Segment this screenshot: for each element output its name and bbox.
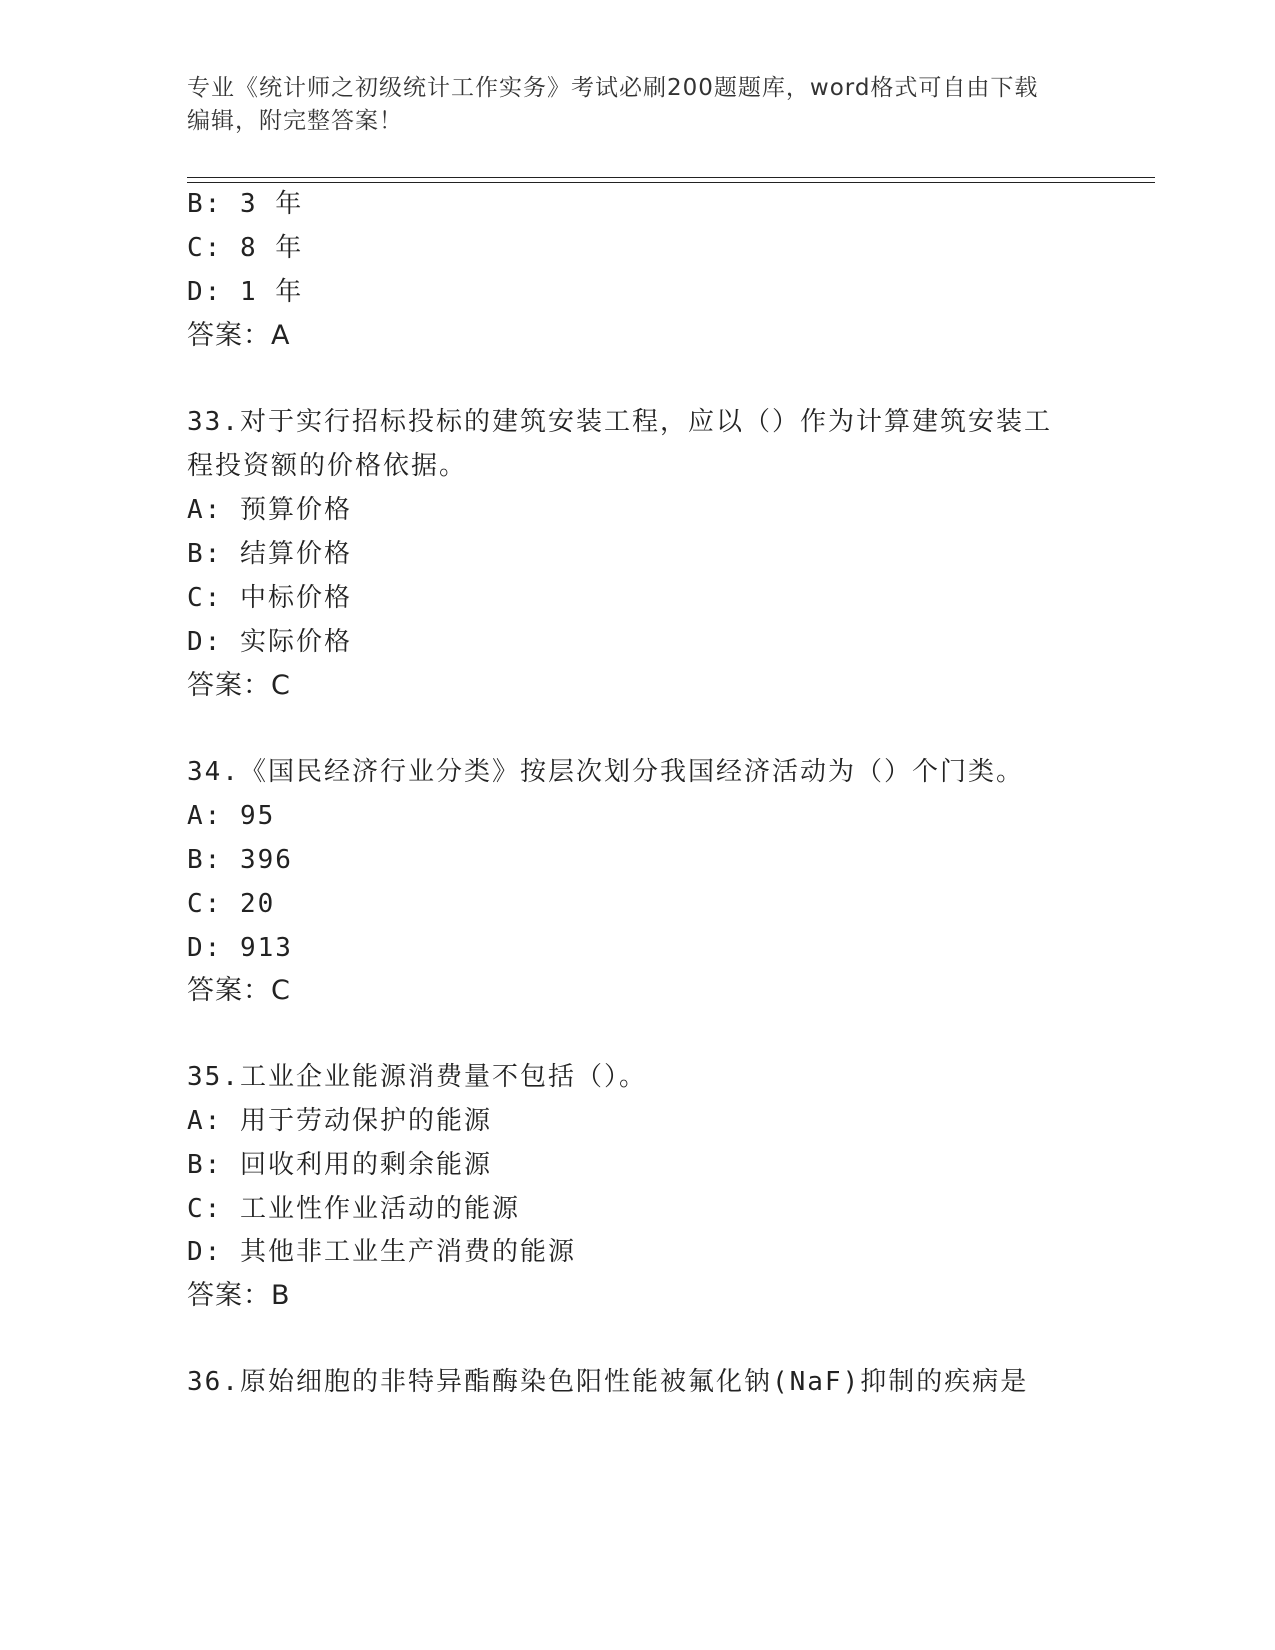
option-a: A: 95 (187, 801, 276, 831)
option-d: D: 其他非工业生产消费的能源 (187, 1237, 576, 1267)
option-c: C: 8 年 (187, 233, 304, 263)
answer-label: 答案：B (187, 1280, 291, 1311)
answer-label: 答案：C (187, 670, 291, 701)
option-d: D: 实际价格 (187, 627, 352, 657)
question-stem: 33.对于实行招标投标的建筑安装工程，应以（）作为计算建筑安装工 (187, 407, 1052, 437)
question-stem: 34.《国民经济行业分类》按层次划分我国经济活动为（）个门类。 (187, 757, 1024, 787)
option-c: C: 20 (187, 889, 276, 919)
option-d: D: 1 年 (187, 277, 304, 307)
document-header (187, 72, 1087, 138)
option-c: C: 中标价格 (187, 583, 352, 613)
option-b: B: 396 (187, 845, 293, 875)
question-stem: 36.原始细胞的非特异酯酶染色阳性能被氟化钠(NaF)抑制的疾病是 (187, 1367, 1029, 1397)
option-c: C: 工业性作业活动的能源 (187, 1194, 520, 1224)
header-line-2: 编辑，附完整答案！ (187, 108, 403, 134)
option-a: A: 用于劳动保护的能源 (187, 1106, 492, 1136)
answer-label: 答案：C (187, 975, 291, 1006)
header-divider-top (187, 177, 1155, 178)
header-line-1: 专业《统计师之初级统计工作实务》考试必刷200题题库，word格式可自由下载 (187, 75, 1039, 101)
option-b: B: 3 年 (187, 189, 304, 219)
question-stem-continued: 程投资额的价格依据。 (187, 451, 468, 481)
option-b: B: 回收利用的剩余能源 (187, 1150, 492, 1180)
option-d: D: 913 (187, 933, 293, 963)
answer-label: 答案：A (187, 320, 291, 351)
option-a: A: 预算价格 (187, 495, 352, 525)
option-b: B: 结算价格 (187, 539, 352, 569)
header-divider-bottom (187, 182, 1155, 183)
question-stem: 35.工业企业能源消费量不包括（）。 (187, 1062, 647, 1092)
